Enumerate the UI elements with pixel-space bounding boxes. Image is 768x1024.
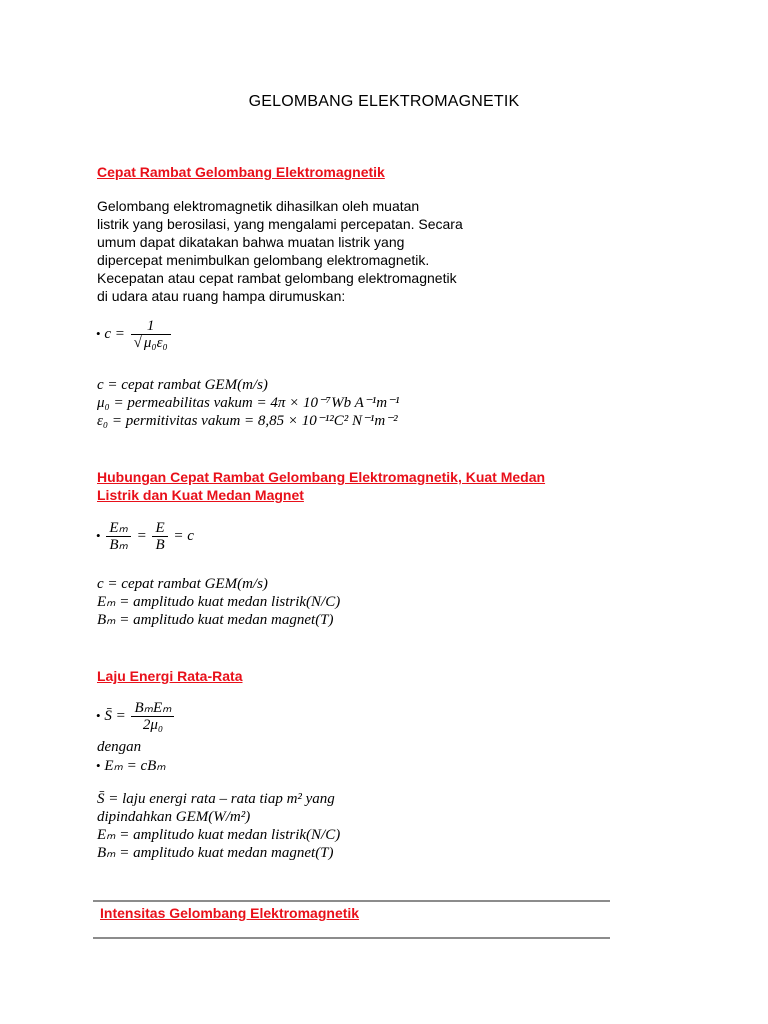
heading-intensitas: Intensitas Gelombang Elektromagnetik bbox=[100, 905, 360, 921]
formula-lhs: S̄ = bbox=[104, 707, 126, 724]
formula-lhs: c = bbox=[104, 325, 125, 342]
heading-line: Hubungan Cepat Rambat Gelombang Elektromagnetik, Kuat Medan bbox=[97, 469, 546, 485]
bullet: • bbox=[96, 325, 101, 341]
paragraph-line: di udara atau ruang hampa dirumuskan: bbox=[97, 288, 346, 304]
intro-paragraph bbox=[97, 197, 567, 305]
denominator: √ μ₀ε₀ bbox=[133, 335, 168, 351]
word-dengan: dengan bbox=[97, 739, 142, 755]
paragraph-line: umum dapat dikatakan bahwa muatan listrik yang bbox=[97, 234, 405, 250]
paragraph-line: dipercepat menimbulkan gelombang elektromagnetik. bbox=[97, 252, 430, 268]
equals-sign: = bbox=[136, 527, 147, 544]
bullet: • bbox=[96, 758, 101, 773]
heading-hubungan bbox=[97, 468, 545, 504]
paragraph-line: listrik yang berosilasi, yang mengalami percepatan. Secara bbox=[97, 216, 463, 232]
definitions-section3 bbox=[97, 790, 340, 862]
formula-tail: = c bbox=[173, 527, 194, 544]
numerator: Eₘ bbox=[106, 520, 131, 537]
definition-line: Bₘ = amplitudo kuat medan magnet(T) bbox=[97, 612, 334, 628]
formula-e-over-b bbox=[96, 520, 194, 553]
definition-line: Eₘ = amplitudo kuat medan listrik(N/C) bbox=[97, 594, 341, 610]
heading-line: Listrik dan Kuat Medan Magnet bbox=[97, 487, 304, 503]
definition-line: dipindahkan GEM(W/m²) bbox=[97, 809, 251, 825]
fraction bbox=[131, 700, 174, 733]
paragraph-line: Kecepatan atau cepat rambat gelombang elektromagnetik bbox=[97, 270, 457, 286]
denominator: Bₘ bbox=[109, 537, 128, 553]
denominator: B bbox=[155, 537, 165, 553]
formula-average-energy bbox=[96, 700, 176, 733]
numerator: 1 bbox=[131, 318, 171, 335]
definition-line: ε₀ = permitivitas vakum = 8,85 × 10⁻¹²C² N⁻¹m⁻² bbox=[97, 413, 398, 429]
fraction bbox=[131, 318, 171, 351]
divider-top bbox=[93, 900, 610, 902]
heading-laju-energi: Laju Energi Rata-Rata bbox=[97, 668, 243, 684]
bullet: • bbox=[96, 707, 101, 723]
definition-line: Eₘ = amplitudo kuat medan listrik(N/C) bbox=[97, 827, 341, 843]
heading-cepat-rambat: Cepat Rambat Gelombang Elektromagnetik bbox=[97, 164, 385, 180]
numerator: BₘEₘ bbox=[131, 700, 174, 717]
definitions-section2 bbox=[97, 575, 340, 629]
page-title: GELOMBANG ELEKTROMAGNETIK bbox=[248, 93, 520, 110]
fraction bbox=[106, 520, 131, 553]
definition-line: c = cepat rambat GEM(m/s) bbox=[97, 576, 268, 592]
definitions-section1 bbox=[97, 376, 399, 430]
definition-line: S̄ = laju energi rata – rata tiap m² yang bbox=[97, 791, 335, 807]
paragraph-line: Gelombang elektromagnetik dihasilkan oleh muatan bbox=[97, 198, 420, 214]
sqrt-radicand: μ₀ε₀ bbox=[143, 335, 168, 351]
numerator: E bbox=[152, 520, 167, 537]
divider-bottom bbox=[93, 937, 610, 939]
definition-line: c = cepat rambat GEM(m/s) bbox=[97, 377, 268, 393]
definition-line: μ₀ = permeabilitas vakum = 4π × 10⁻⁷Wb A⁻¹m⁻¹ bbox=[97, 395, 400, 411]
denominator: 2μ₀ bbox=[142, 717, 164, 733]
formula-e-equals-cb bbox=[96, 758, 166, 774]
formula-speed-of-light bbox=[96, 318, 173, 351]
fraction bbox=[152, 520, 167, 553]
definition-line: Bₘ = amplitudo kuat medan magnet(T) bbox=[97, 845, 334, 861]
bullet: • bbox=[96, 527, 101, 543]
formula-text: Eₘ = cBₘ bbox=[104, 758, 166, 774]
